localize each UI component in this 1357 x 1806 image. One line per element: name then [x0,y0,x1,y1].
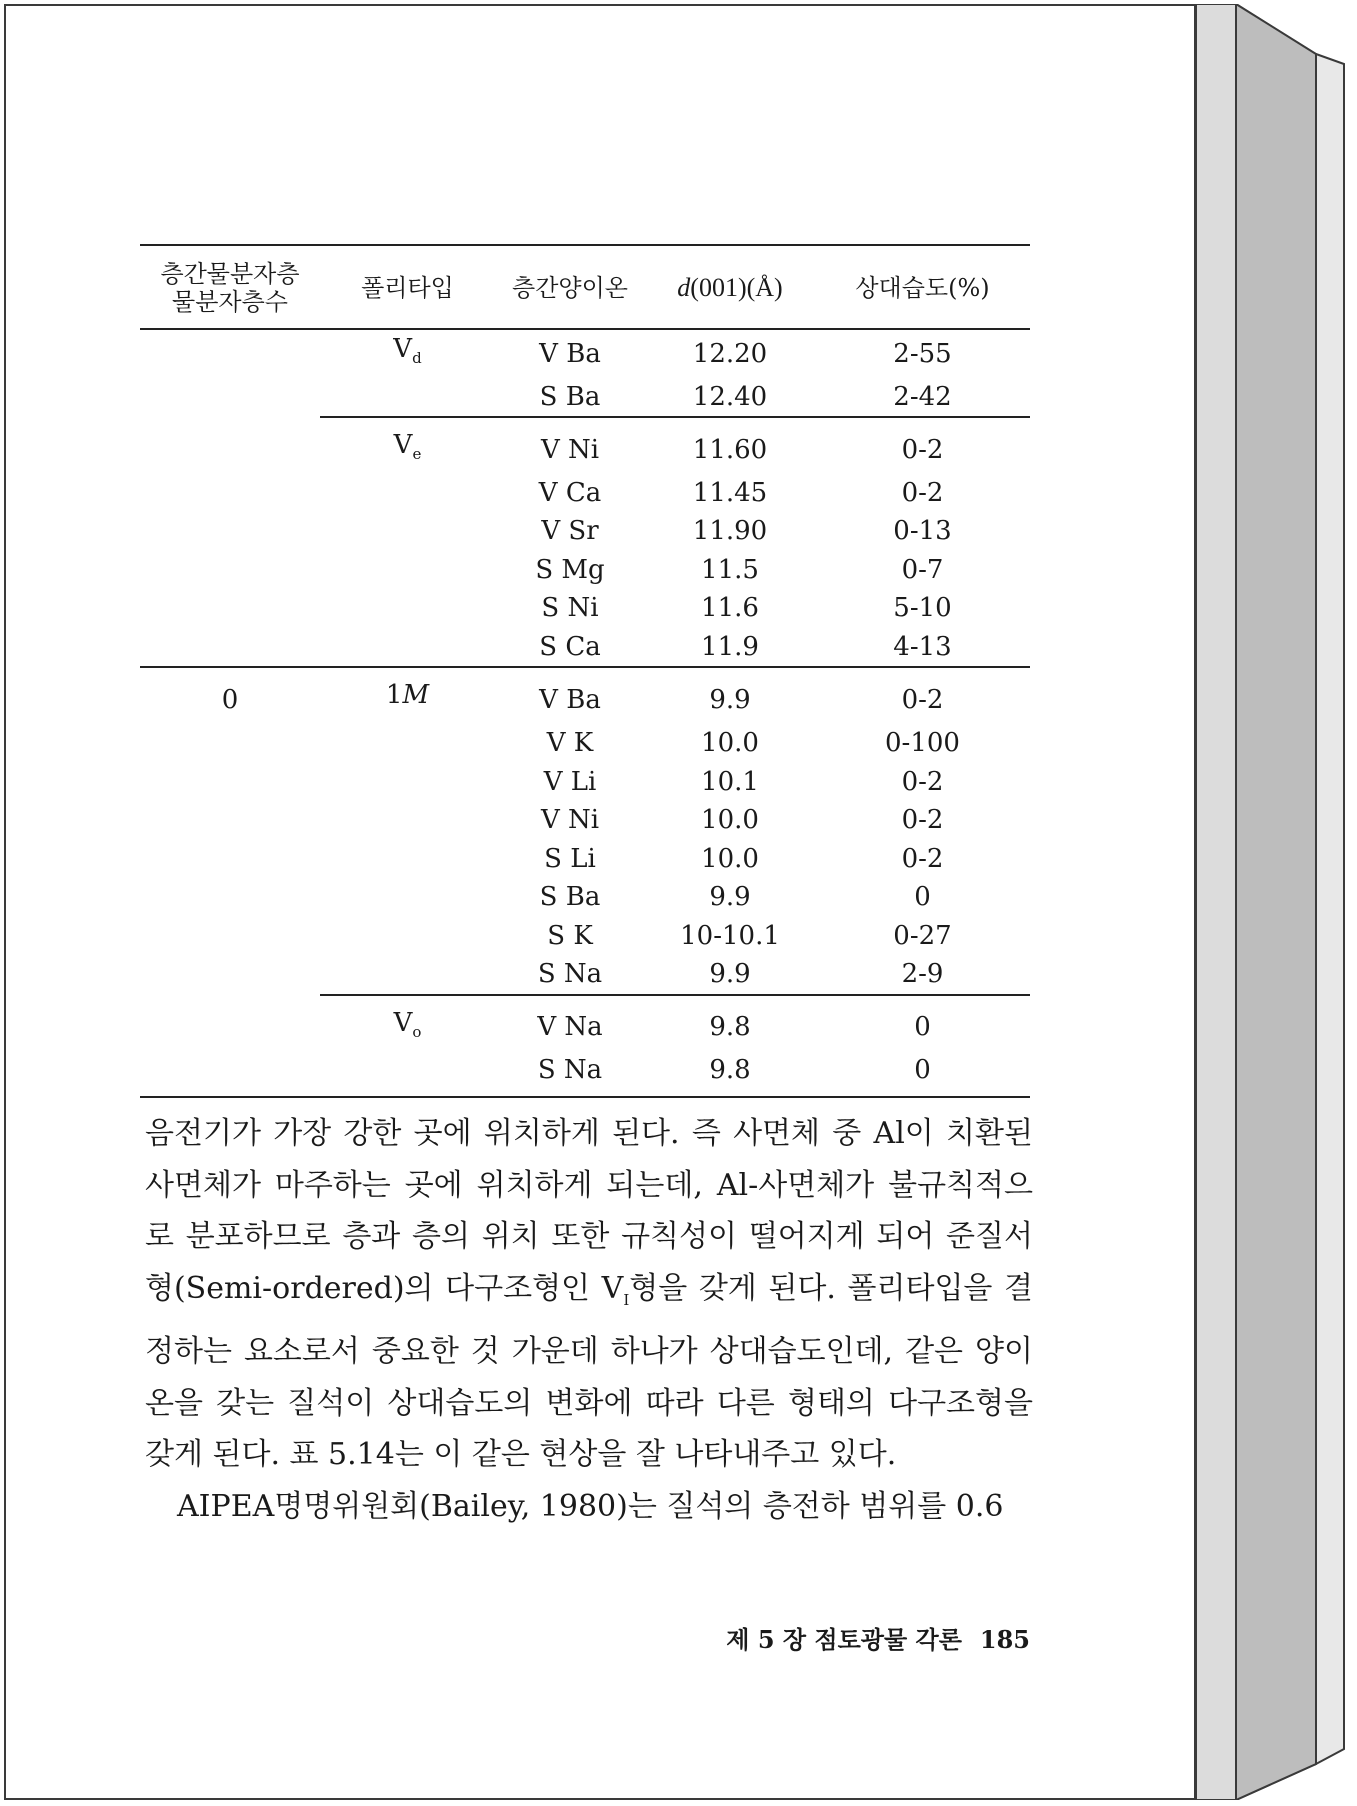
cell-relative-humidity: 0-7 [901,554,944,585]
paragraph-2: AIPEA명명위원회(Bailey, 1980)는 질석의 층전하 범위를 0.6 [177,1488,1004,1524]
cell-relative-humidity: 0-100 [885,728,960,759]
cell-relative-humidity: 5-10 [893,593,952,624]
cell-polytype [320,840,495,879]
cell-cation: S Ba [539,882,601,913]
cell-cation: S Mg [535,554,605,585]
table-row [140,378,1030,418]
cell-layer-count [140,840,320,879]
cell-polytype [320,955,495,995]
cell-cation: S K [547,920,593,951]
cell-d001: 9.8 [645,1051,815,1097]
cell-relative-humidity: 0-2 [901,805,944,836]
table-row [140,551,1030,590]
cell-layer-count [140,512,320,551]
header-polytype: 폴리타입 [320,245,495,329]
cell-relative-humidity: 2-42 [893,381,952,412]
polytype-subscript: e [412,445,422,464]
cell-d001: 9.8 [645,995,815,1052]
cell-polytype [320,995,495,1052]
cell-relative-humidity: 0-2 [815,417,1030,474]
table-header-row [140,245,1030,329]
cell-layer-count: 0 [140,667,320,724]
spine-side-face [1236,4,1316,1800]
cell-layer-count [140,474,320,513]
cell-cation: V Li [543,766,597,797]
cell-relative-humidity: 0 [815,995,1030,1052]
header-d001: d(001)(Å) [645,245,815,329]
cell-relative-humidity: 2-55 [893,338,952,369]
table-row [140,840,1030,879]
table-row [140,878,1030,917]
cell-polytype [320,378,495,418]
cell-relative-humidity: 0-13 [893,516,952,547]
cell-layer-count [140,724,320,763]
cell-d001: 10.0 [701,728,759,759]
polytype-label: 1M [385,680,430,711]
cell-layer-count [140,995,320,1052]
cell-relative-humidity: 0-2 [901,766,944,797]
table-row [140,667,1030,724]
cell-cation: V Ni [540,805,600,836]
polytype-label: V [393,1007,413,1038]
cell-cation: V K [546,728,594,759]
polytype-table [140,244,1030,1098]
header-cation: 층간양이온 [495,245,645,329]
cell-cation: S Li [544,843,596,874]
cell-polytype [320,589,495,628]
cell-layer-count [140,763,320,802]
table-row [140,417,1030,474]
cell-d001: 10.0 [701,805,759,836]
polytype-label: V [393,334,413,364]
cell-relative-humidity: 0 [815,1051,1030,1097]
cell-d001: 9.9 [645,667,815,724]
cell-cation: V Ca [538,477,602,508]
cell-cation: S Na [495,1051,645,1097]
polytype-subscript: d [412,349,422,368]
spine-edge-face [1316,54,1344,1764]
cell-cation: S Na [537,959,603,990]
cell-d001: 11.6 [701,593,759,624]
cell-layer-count [140,1051,320,1097]
cell-layer-count [140,378,320,418]
cell-d001: 11.9 [701,631,759,662]
cell-d001: 10-10.1 [680,920,780,951]
table-row [140,995,1030,1052]
cell-layer-count [140,801,320,840]
cell-d001: 11.90 [692,516,768,547]
table-row [140,628,1030,668]
cell-relative-humidity: 0 [914,882,931,913]
cell-d001: 9.9 [709,959,751,990]
header-layer-count: 층간물분자층 물분자층수 [140,245,320,329]
cell-cation: V Ba [539,338,601,369]
table-row [140,589,1030,628]
cell-polytype [320,551,495,590]
cell-polytype [320,878,495,917]
page-footer [726,1620,1030,1655]
cell-cation: S Ca [539,631,601,662]
cell-polytype [320,512,495,551]
table-row [140,329,1030,378]
cell-cation: S Ni [541,593,599,624]
table-row [140,512,1030,551]
cell-polytype [320,628,495,668]
cell-d001: 9.9 [709,882,751,913]
cell-polytype [320,917,495,956]
table-row [140,474,1030,513]
table-row [140,763,1030,802]
cell-relative-humidity: 0-2 [815,667,1030,724]
cell-layer-count [140,589,320,628]
cell-d001: 11.45 [692,477,768,508]
cell-layer-count [140,917,320,956]
table-row [140,1051,1030,1097]
cell-relative-humidity: 0-2 [901,843,944,874]
cell-polytype [320,1051,495,1097]
cell-layer-count [140,551,320,590]
cell-cation: V Sr [541,516,599,547]
cell-d001: 10.0 [701,843,759,874]
chapter-title: 제 5 장 점토광물 각론 [726,1625,962,1654]
cell-layer-count [140,417,320,474]
polytype-label: V [393,430,413,461]
table-row [140,955,1030,995]
polytype-subscript: o [412,1022,422,1041]
cell-layer-count [140,955,320,995]
cell-relative-humidity: 0-27 [893,920,952,951]
paragraph-1 [145,1108,1033,1481]
cell-polytype [320,474,495,513]
cell-d001: 12.40 [692,381,768,412]
page-number: 185 [979,1625,1030,1654]
cell-polytype [320,329,495,378]
book-spine-shading [1196,4,1356,1800]
cell-layer-count [140,329,320,378]
cell-cation: V Ni [495,417,645,474]
cell-d001: 10.1 [701,766,759,797]
cell-polytype [320,763,495,802]
body-text [145,1108,1033,1532]
table-row [140,724,1030,763]
cell-polytype [320,417,495,474]
cell-relative-humidity: 4-13 [893,631,952,662]
cell-polytype [320,724,495,763]
cell-cation: V Na [495,995,645,1052]
cell-cation: V Ba [495,667,645,724]
paragraph-1-text-end: 형을 갖게 된다. 폴리타입을 결정하는 요소로서 중요한 것 가운데 하나가 상대습도인데, 같은 양이온을 갖는 질석이 상대습도의 변화에 따라 다른 형태의 다구조형을 갖게 된다. 표 5.14는 이 같은 현상을 잘 나타내주고 있다. [145,1270,1033,1472]
table-row [140,801,1030,840]
cell-d001: 11.5 [701,554,759,585]
table-row [140,917,1030,956]
paragraph-1-text: 음전기가 가장 강한 곳에 위치하게 된다. 즉 사면체 중 Al이 치환된 사면체가 마주하는 곳에 위치하게 되는데, Al-사면체가 불규칙적으로 분포하므로 층과 층의 위치 또한 규칙성이 떨어지게 되어 준질서형(Semi-ordered)의 다구조형인 V [145,1116,1033,1306]
cell-d001: 12.20 [692,338,768,369]
cell-cation: S Ba [539,381,601,412]
header-relative-humidity: 상대습도(%) [815,245,1030,329]
cell-polytype [320,801,495,840]
table-body [140,329,1030,1097]
cell-layer-count [140,628,320,668]
cell-d001: 11.60 [645,417,815,474]
paragraph-1-subscript: I [623,1290,630,1309]
cell-polytype [320,667,495,724]
cell-relative-humidity: 2-9 [901,959,944,990]
cell-relative-humidity: 0-2 [901,477,944,508]
cell-layer-count [140,878,320,917]
